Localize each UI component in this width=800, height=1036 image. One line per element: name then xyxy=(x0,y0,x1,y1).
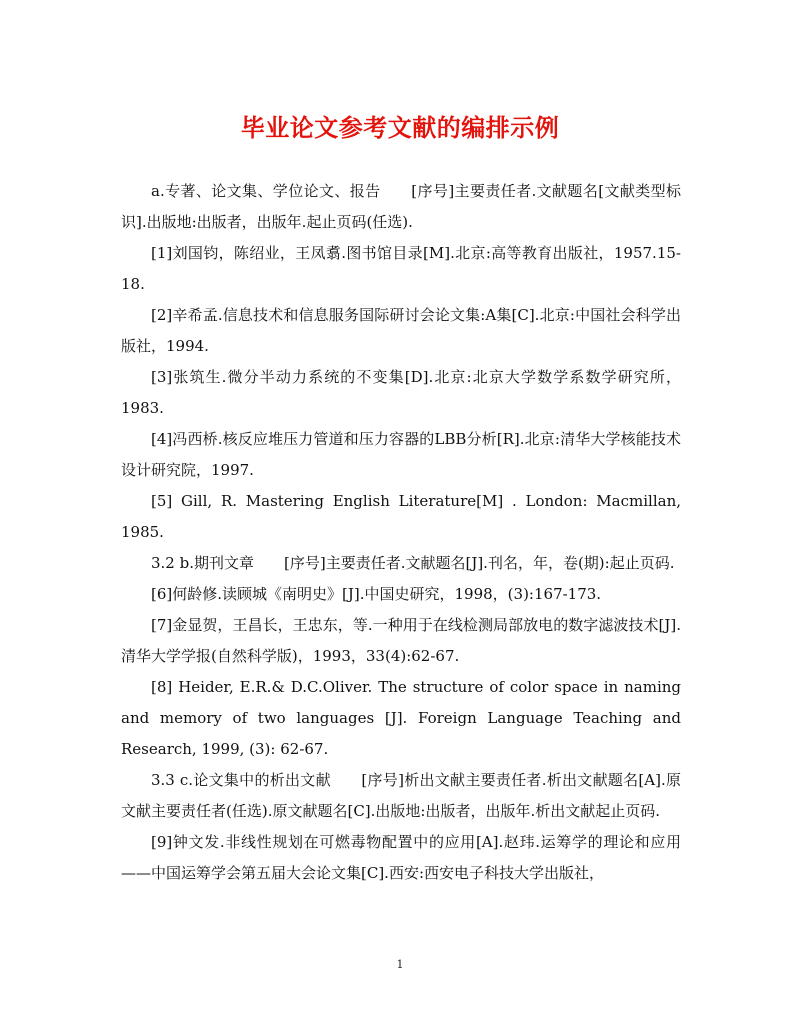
reference-item: [3]张筑生.微分半动力系统的不变集[D].北京:北京大学数学系数学研究所，1983. xyxy=(121,368,681,417)
paragraph-journal-format: 3.2 b.期刊文章 [序号]主要责任者.文献题名[J].刊名，年，卷(期):起止页码. xyxy=(151,554,675,572)
reference-item: [5] Gill, R. Mastering English Literature[M] . London: Macmillan, 1985. xyxy=(121,492,681,541)
paragraph-proceedings-format: 3.3 c.论文集中的析出文献 [序号]析出文献主要责任者.析出文献题名[A].原文献主要责任者(任选).原文献题名[C].出版地:出版者，出版年.析出文献起止页码. xyxy=(121,771,681,820)
page-title: 毕业论文参考文献的编排示例 xyxy=(240,113,560,142)
reference-item: [7]金显贺，王昌长，王忠东，等.一种用于在线检测局部放电的数字滤波技术[J].清华大学学报(自然科学版)，1993，33(4):62-67. xyxy=(121,616,681,665)
reference-item: [9]钟文发.非线性规划在可燃毒物配置中的应用[A].赵玮.运筹学的理论和应用——中国运筹学会第五届大会论文集[C].西安:西安电子科技大学出版社， xyxy=(121,833,681,882)
reference-item: [4]冯西桥.核反应堆压力管道和压力容器的LBB分析[R].北京:清华大学核能技术设计研究院，1997. xyxy=(121,430,681,479)
page-number: 1 xyxy=(396,958,404,971)
document-body xyxy=(121,176,681,889)
reference-item: [8] Heider, E.R.& D.C.Oliver. The structure of color space in naming and memory of two languages [J]. Foreign Language Teaching and Research, 1999, (3): 62-67. xyxy=(121,678,681,758)
reference-item: [2]辛希孟.信息技术和信息服务国际研讨会论文集:A集[C].北京:中国社会科学出版社，1994. xyxy=(121,306,681,355)
reference-item: [1]刘国钧，陈绍业，王凤翥.图书馆目录[M].北京:高等教育出版社，1957.15-18. xyxy=(121,244,681,293)
paragraph-monograph-format: a.专著、论文集、学位论文、报告 [序号]主要责任者.文献题名[文献类型标识].出版地:出版者，出版年.起止页码(任选). xyxy=(121,182,681,231)
reference-item: [6]何龄修.读顾城《南明史》[J].中国史研究，1998，(3):167-173. xyxy=(151,585,602,603)
